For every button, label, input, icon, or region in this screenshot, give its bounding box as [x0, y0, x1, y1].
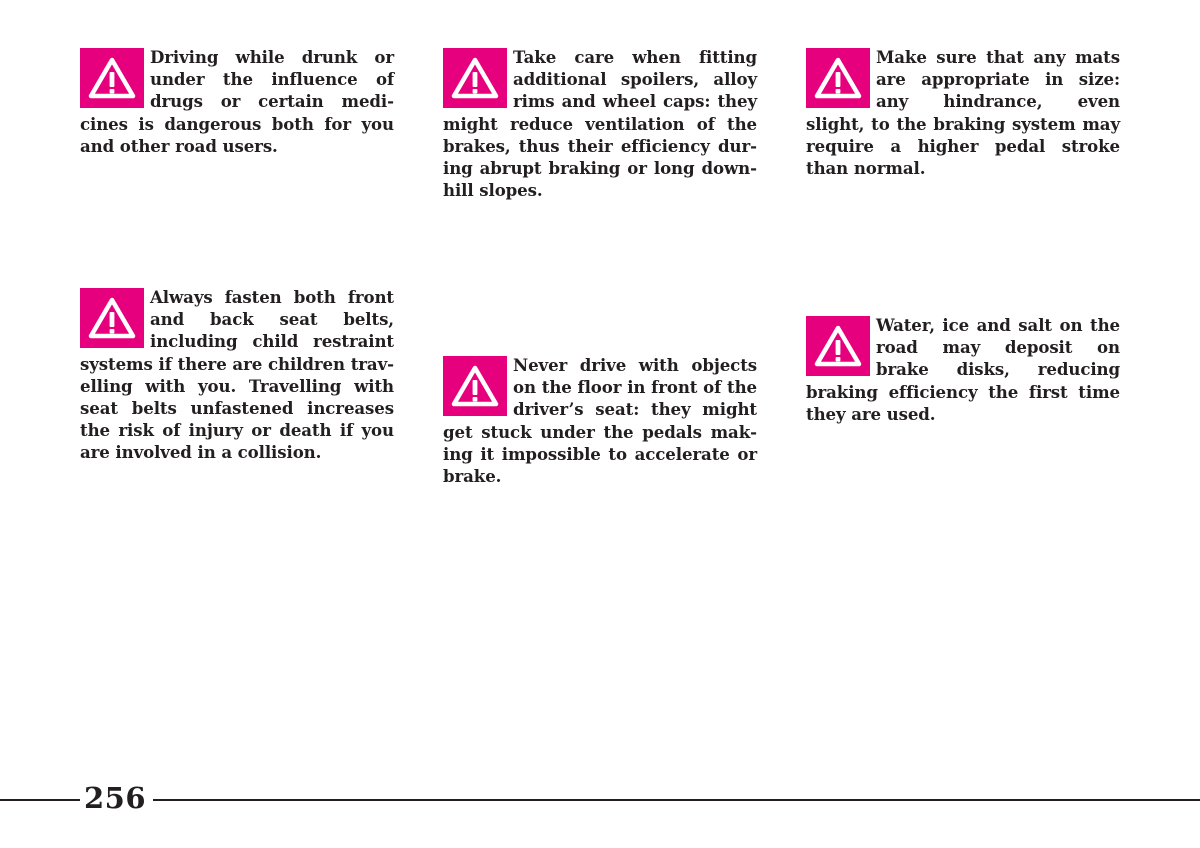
warning-text: Driving while drunk or under the influence of drugs or certain medicines is dangerous both for you and other road users. — [80, 47, 394, 156]
warning-paragraph — [80, 286, 394, 464]
warning-text: Take care when fitting additional spoilers, alloy rims and wheel caps: they might reduce ventilation of the brakes, thus their efficiency during abrupt braking or long downhill slopes. — [443, 47, 757, 201]
warning-text: Water, ice and salt on the road may deposit on brake disks, reducing braking efficiency the first time they are used. — [806, 315, 1120, 424]
warning-text: Never drive with objects on the floor in front of the driver’s seat: they might get stuck under the pedals making it impossible to accelerate or brake. — [443, 355, 757, 487]
warning-triangle-icon — [80, 48, 144, 108]
warning-paragraph — [806, 314, 1120, 425]
footer-rule-right — [153, 799, 1200, 801]
warning-block-floor-objects — [443, 354, 757, 487]
warning-paragraph — [443, 46, 757, 201]
warning-block-seat-belts — [80, 286, 394, 464]
warning-block-spoilers — [443, 46, 757, 201]
warning-paragraph — [443, 354, 757, 487]
warning-block-water-ice-salt — [806, 314, 1120, 425]
warning-triangle-icon — [806, 48, 870, 108]
page-number: 256 — [83, 781, 147, 815]
warning-triangle-icon — [80, 288, 144, 348]
footer-rule-left — [0, 799, 80, 801]
warning-paragraph — [806, 46, 1120, 179]
warning-block-mats — [806, 46, 1120, 179]
warning-triangle-icon — [443, 356, 507, 416]
warning-triangle-icon — [443, 48, 507, 108]
warning-paragraph — [80, 46, 394, 157]
warning-text: Make sure that any mats are appropriate in size: any hindrance, even slight, to the braking system may require a higher pedal stroke than normal. — [806, 47, 1120, 179]
warning-block-drunk-driving — [80, 46, 394, 157]
warning-text: Always fasten both front and back seat belts, including child restraint systems if there are children travelling with you. Travelling with seat belts unfastened increases the risk of injury or death if you are involved in a collision. — [80, 287, 394, 463]
warning-triangle-icon — [806, 316, 870, 376]
